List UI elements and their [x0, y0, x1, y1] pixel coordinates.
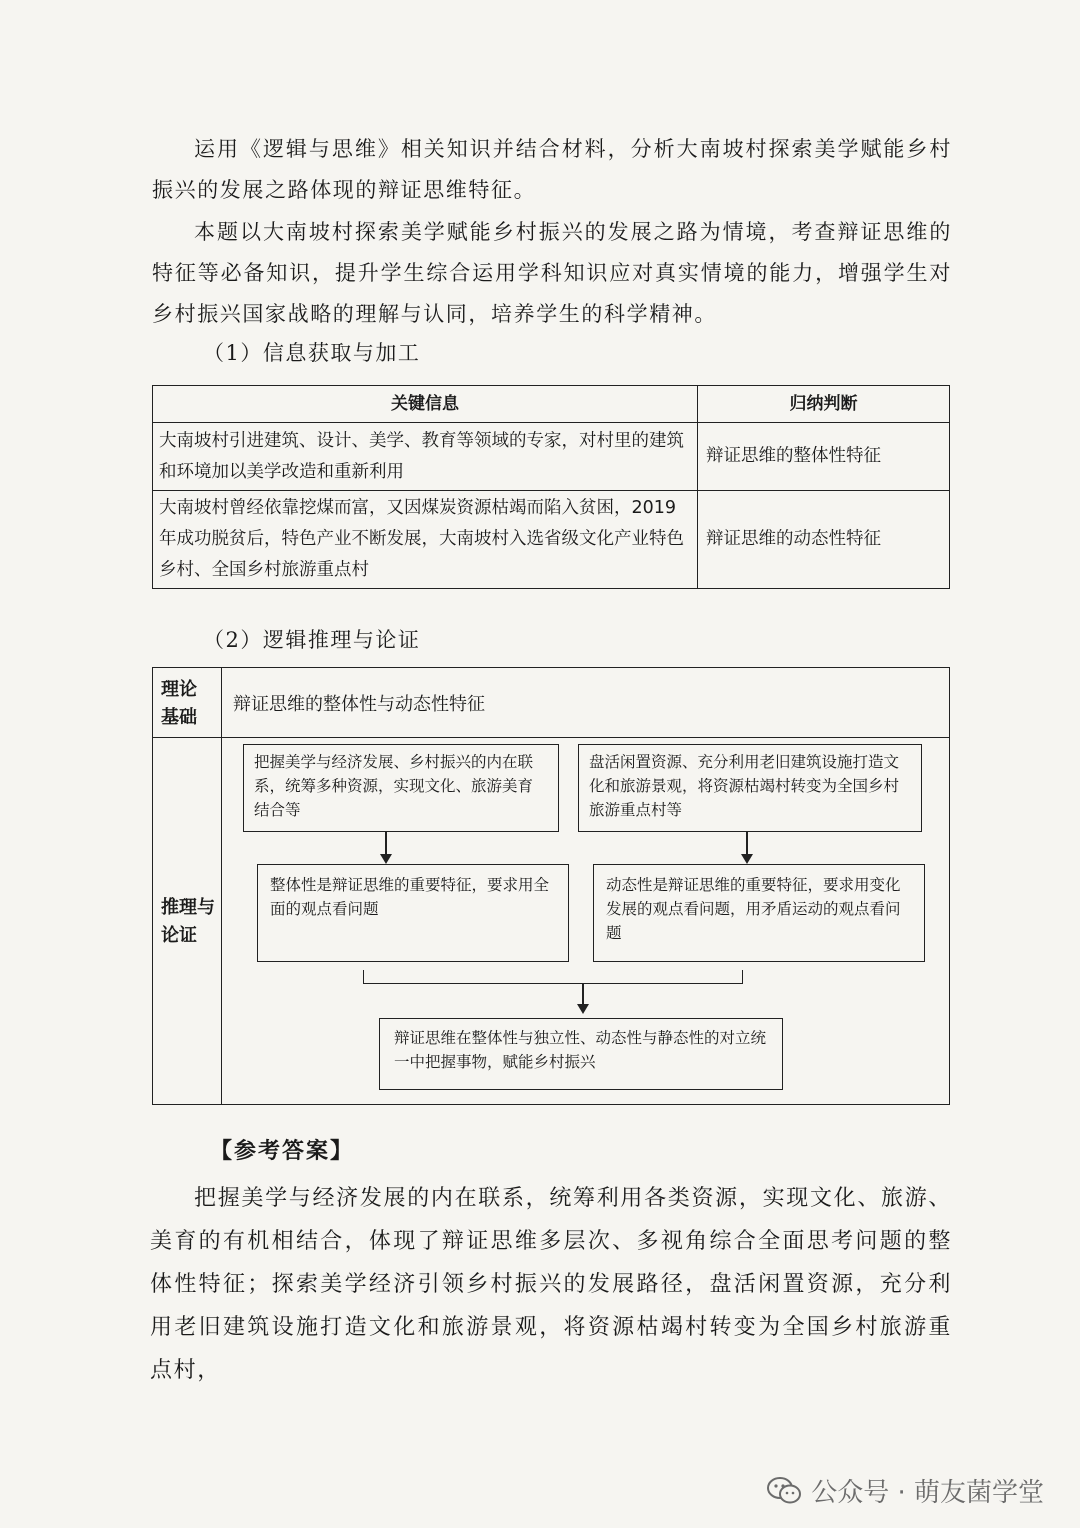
table-row: [153, 423, 950, 491]
table-cell-judge: 辩证思维的动态性特征: [698, 491, 950, 589]
reasoning-label: 推理与论证: [161, 897, 215, 946]
question-prompt-block: [152, 129, 952, 211]
table-cell-key: 大南坡村引进建筑、设计、美学、教育等领域的专家，对村里的建筑和环境加以美学改造和重新利用: [153, 423, 698, 491]
answer-title: 【参考答案】: [210, 1139, 355, 1164]
flow-box-mid-left: 整体性是辩证思维的重要特征，要求用全面的观点看问题: [257, 864, 569, 962]
flow-box-bottom: 辩证思维在整体性与独立性、动态性与静态性的对立统一中把握事物，赋能乡村振兴: [379, 1018, 783, 1090]
question-intro: 本题以大南坡村探索美学赋能乡村振兴的发展之路为情境，考查辩证思维的特征等必备知识，提升学生综合运用学科知识应对真实情境的能力，增强学生对乡村振兴国家战略的理解与认同，培养学生的科学精神。: [152, 220, 952, 326]
info-table: [152, 385, 950, 589]
column-divider: [221, 668, 222, 1104]
watermark-text: 公众号 · 萌友菌学堂: [811, 1478, 1044, 1508]
basis-label: 理论基础: [161, 679, 197, 728]
reasoning-table: [152, 667, 950, 1105]
table-cell-key: 大南坡村曾经依靠挖煤而富，又因煤炭资源枯竭而陷入贫困，2019年成功脱贫后，特色产业不断发展，大南坡村入选省级文化产业特色乡村、全国乡村旅游重点村: [153, 491, 698, 589]
question-intro-block: [152, 212, 952, 335]
flow-box-top-left: 把握美学与经济发展、乡村振兴的内在联系，统筹多种资源，实现文化、旅游美育结合等: [243, 744, 559, 832]
flow-box-mid-right: 动态性是辩证思维的重要特征，要求用变化发展的观点看问题，用矛盾运动的观点看问题: [593, 864, 925, 962]
merge-bracket: [363, 970, 743, 984]
basis-text: 辩证思维的整体性与动态性特征: [233, 694, 485, 715]
flow-box-top-right: 盘活闲置资源、充分利用老旧建筑设施打造文化和旅游景观，将资源枯竭村转变为全国乡村旅游重点村等: [578, 744, 922, 832]
header-judgement: 归纳判断: [698, 386, 950, 423]
section2-heading: （2）逻辑推理与论证: [203, 628, 421, 652]
table-cell-judge: 辩证思维的整体性特征: [698, 423, 950, 491]
watermark: [767, 1472, 1044, 1509]
question-prompt: 运用《逻辑与思维》相关知识并结合材料，分析大南坡村探索美学赋能乡村振兴的发展之路体现的辩证思维特征。: [152, 137, 952, 202]
table-header-row: [153, 386, 950, 423]
answer-text: 把握美学与经济发展的内在联系，统筹利用各类资源，实现文化、旅游、美育的有机相结合，体现了辩证思维多层次、多视角综合全面思考问题的整体性特征；探索美学经济引领乡村振兴的发展路径，盘活闲置资源，充分利用老旧建筑设施打造文化和旅游景观，将资源枯竭村转变为全国乡村旅游重点村，: [150, 1186, 952, 1383]
wechat-icon: [767, 1477, 801, 1505]
table-row: [153, 491, 950, 589]
header-key-info: 关键信息: [153, 386, 698, 423]
section1-heading: （1）信息获取与加工: [203, 341, 421, 365]
row-divider: [153, 737, 949, 738]
answer-block: [150, 1177, 952, 1392]
